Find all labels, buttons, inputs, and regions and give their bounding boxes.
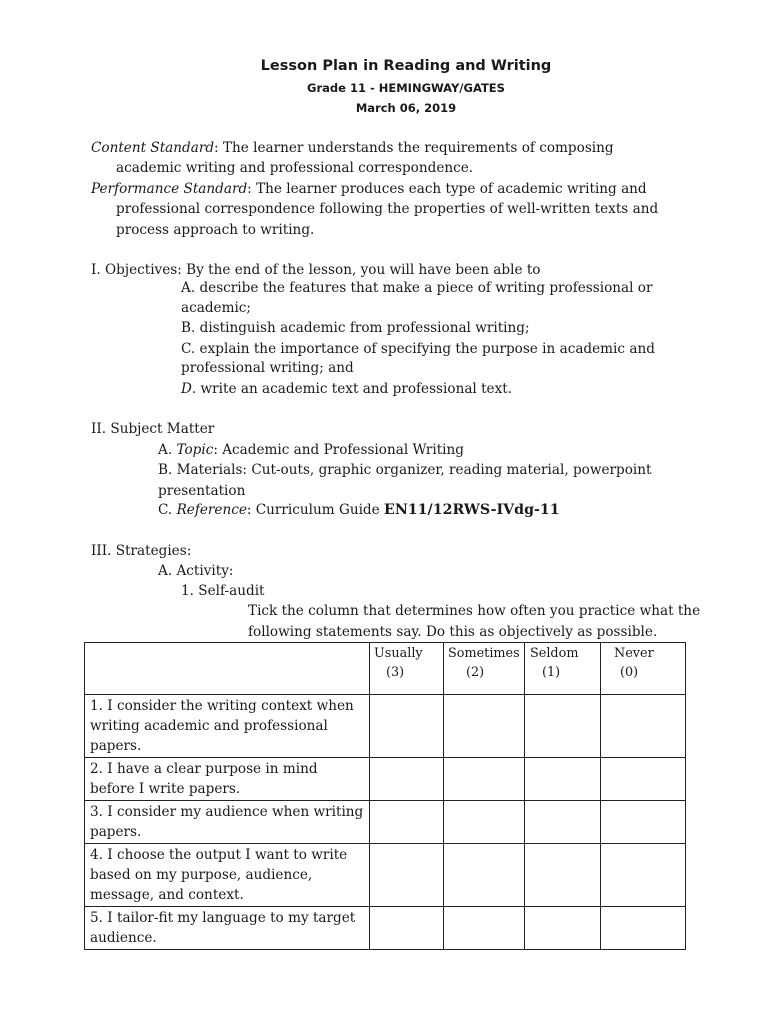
- tick-cell-seldom[interactable]: [525, 695, 601, 758]
- strategies-heading: III. Strategies:: [91, 543, 192, 559]
- objective-c-line2: professional writing; and: [181, 360, 354, 376]
- table-header-blank: [85, 643, 370, 695]
- statement-cell: 4. I choose the output I want to write based on my purpose, audience, message, and context.: [85, 844, 370, 907]
- tick-cell-usually[interactable]: [370, 844, 444, 907]
- tick-cell-never[interactable]: [601, 758, 686, 801]
- table-row: [85, 907, 686, 950]
- tick-cell-seldom[interactable]: [525, 907, 601, 950]
- tick-cell-never[interactable]: [601, 844, 686, 907]
- instruction-line2: following statements say. Do this as objectively as possible.: [248, 624, 658, 640]
- table-row: [85, 844, 686, 907]
- statement-cell: 1. I consider the writing context when writing academic and professional papers.: [85, 695, 370, 758]
- content-standard-line2: academic writing and professional correspondence.: [116, 160, 474, 176]
- subject-topic: A. Topic: Academic and Professional Writing: [158, 442, 464, 458]
- tick-cell-usually[interactable]: [370, 695, 444, 758]
- tick-cell-never[interactable]: [601, 695, 686, 758]
- tick-cell-sometimes[interactable]: [444, 695, 525, 758]
- objective-c-line1: C. explain the importance of specifying the purpose in academic and: [181, 341, 655, 357]
- tick-cell-seldom[interactable]: [525, 844, 601, 907]
- column-seldom: Seldom (1): [525, 643, 601, 695]
- statement-cell: 2. I have a clear purpose in mind before I write papers.: [85, 758, 370, 801]
- objective-a-line1: A. describe the features that make a piece of writing professional or: [181, 280, 653, 296]
- date-line: March 06, 2019: [355, 101, 457, 115]
- subject-reference: C. Reference: Curriculum Guide EN11/12RWS-IVdg-11: [158, 502, 560, 518]
- curriculum-code: EN11/12RWS-IVdg-11: [384, 502, 560, 518]
- column-never: Never (0): [601, 643, 686, 695]
- tick-cell-usually[interactable]: [370, 801, 444, 844]
- column-usually: Usually (3): [370, 643, 444, 695]
- grade-line: Grade 11 - HEMINGWAY/GATES: [307, 81, 505, 95]
- content-standard-label: Content Standard: [91, 140, 215, 156]
- self-audit-table: [84, 642, 686, 950]
- statement-cell: 3. I consider my audience when writing papers.: [85, 801, 370, 844]
- objective-d: D. write an academic text and professional text.: [181, 381, 513, 397]
- tick-cell-sometimes[interactable]: [444, 844, 525, 907]
- instruction-line1: Tick the column that determines how often you practice what the: [248, 603, 701, 619]
- objectives-heading: I. Objectives: By the end of the lesson, you will have been able to: [91, 262, 541, 278]
- objective-b: B. distinguish academic from professional writing;: [181, 320, 530, 336]
- tick-cell-sometimes[interactable]: [444, 801, 525, 844]
- subject-materials-line1: B. Materials: Cut-outs, graphic organizer, reading material, powerpoint: [158, 462, 652, 478]
- performance-standard-line2: professional correspondence following the properties of well-written texts and: [116, 201, 659, 217]
- tick-cell-never[interactable]: [601, 907, 686, 950]
- performance-standard-line3: process approach to writing.: [116, 222, 315, 238]
- table-row: [85, 695, 686, 758]
- table-row: [85, 801, 686, 844]
- document-title: Lesson Plan in Reading and Writing: [260, 58, 552, 74]
- objective-a-line2: academic;: [181, 300, 251, 316]
- tick-cell-usually[interactable]: [370, 758, 444, 801]
- table-row: [85, 758, 686, 801]
- column-sometimes: Sometimes (2): [444, 643, 525, 695]
- content-standard-line1: Content Standard: The learner understands the requirements of composing: [91, 140, 614, 156]
- self-audit-label: 1. Self-audit: [181, 583, 265, 599]
- performance-standard-label: Performance Standard: [91, 181, 248, 197]
- activity-label: A. Activity:: [158, 563, 234, 579]
- subject-matter-heading: II. Subject Matter: [91, 421, 215, 437]
- subject-materials-line2: presentation: [158, 483, 246, 499]
- statement-cell: 5. I tailor-fit my language to my target audience.: [85, 907, 370, 950]
- performance-standard-line1: Performance Standard: The learner produces each type of academic writing and: [91, 181, 647, 197]
- table-header-row: [85, 643, 686, 695]
- tick-cell-sometimes[interactable]: [444, 758, 525, 801]
- tick-cell-never[interactable]: [601, 801, 686, 844]
- tick-cell-usually[interactable]: [370, 907, 444, 950]
- tick-cell-sometimes[interactable]: [444, 907, 525, 950]
- tick-cell-seldom[interactable]: [525, 758, 601, 801]
- tick-cell-seldom[interactable]: [525, 801, 601, 844]
